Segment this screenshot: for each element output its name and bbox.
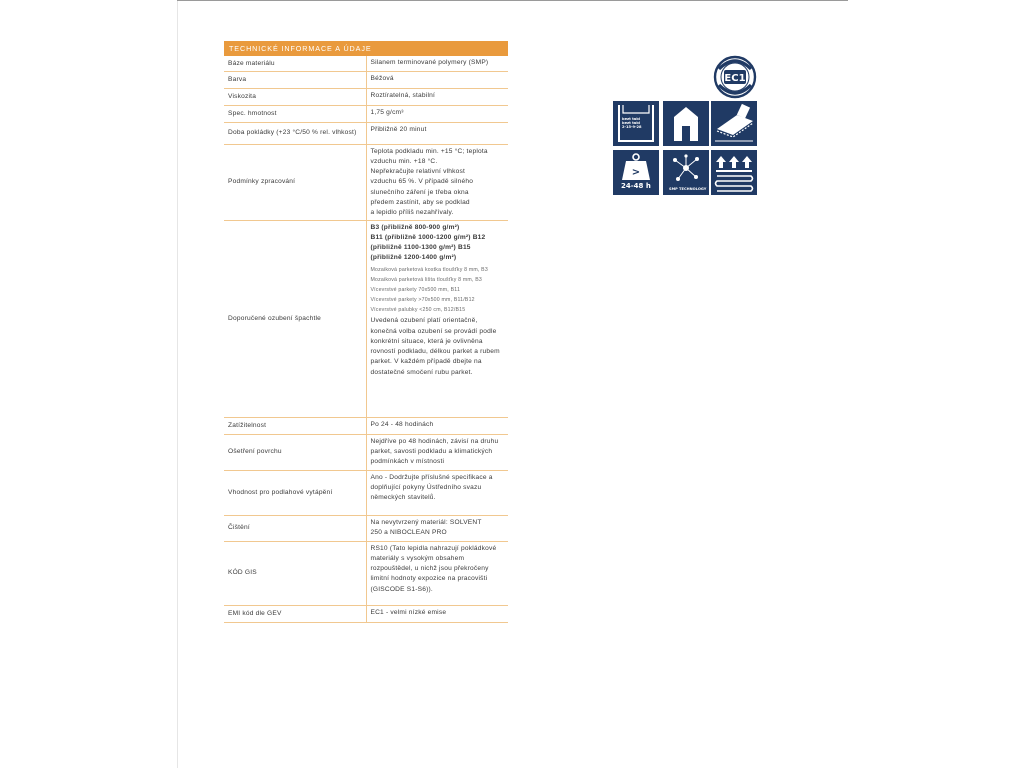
row-value: Silanem terminované polymery (SMP) — [366, 56, 508, 71]
text-line: limitní hodnoty expozice na pracovišti — [370, 575, 488, 583]
technical-info-table — [224, 41, 508, 623]
text-line: konečná volba ozubení se provádí podle — [370, 327, 497, 335]
text-line: vzduchu 65 %. V případě silného — [370, 178, 474, 186]
text-line: Mozaiková parketová kostka tloušťky 8 mm, B3 — [370, 266, 488, 273]
row-value — [366, 515, 508, 541]
text-line: Nepřekračujte relativní vlhkost — [370, 168, 466, 176]
table-row — [224, 71, 508, 88]
text-line: B11 (přibližně 1000-1200 g/m²) B12 — [370, 233, 486, 241]
text-line: konkrétní situace, která je ovlivněna — [370, 337, 483, 345]
ec1-emicode-icon — [711, 55, 759, 99]
text-line: Na nevytvrzený materiál: SOLVENT — [370, 518, 482, 526]
text-line: slunečního záření je třeba okna — [370, 188, 469, 196]
page-edge — [177, 0, 178, 768]
table-row — [224, 88, 508, 105]
text-line: (přibližně 1100-1300 g/m²) B15 — [370, 244, 471, 252]
text-line: Vícevrstvé parkety >70x500 mm, B11/B12 — [370, 297, 475, 304]
row-value: Roztíratelná, stabilní — [366, 88, 508, 105]
text-line: Mozaiková parketová lišta tloušťky 8 mm, B3 — [370, 276, 482, 283]
row-label: Vhodnost pro podlahové vytápění — [224, 470, 366, 515]
row-value: Přibližně 20 minut — [366, 122, 508, 144]
text-line: Vícevrstvé palubky <250 cm, B12/B15 — [370, 307, 466, 314]
row-label: Báze materiálu — [224, 56, 366, 71]
text-line: Ano - Dodržujte příslušné specifikace a — [370, 473, 493, 481]
row-label: Zatížitelnost — [224, 417, 366, 434]
row-value — [366, 541, 508, 605]
table-row — [224, 434, 508, 470]
text-line: Teplota podkladu min. +15 °C; teplota — [370, 147, 488, 155]
text-line: vzduchu min. +18 °C. — [370, 157, 438, 165]
row-label: Podmínky zpracování — [224, 144, 366, 220]
text-line: doplňující pokyny Ústředního svazu — [370, 483, 482, 491]
text-line: Uvedená ozubení platí orientačně, — [370, 317, 478, 325]
table-row — [224, 541, 508, 605]
table-row — [224, 56, 508, 71]
text-line: parket. V každém případě dbejte na — [370, 358, 482, 366]
row-label: Spec. hmotnost — [224, 105, 366, 122]
text-line: materiály s vysokým obsahem — [370, 554, 465, 562]
text-line: B3 (přibližně 800-900 g/m²) — [370, 223, 460, 231]
row-label: Doba pokládky (+23 °C/50 % rel. vlhkost) — [224, 122, 366, 144]
row-label: Barva — [224, 71, 366, 88]
table-row — [224, 470, 508, 515]
row-value — [366, 470, 508, 515]
row-value — [366, 434, 508, 470]
text-line: Nejdříve po 48 hodinách, závisí na druhu — [370, 437, 499, 445]
row-value — [366, 220, 508, 417]
svg-text:>: > — [631, 167, 641, 178]
table-row — [224, 144, 508, 220]
row-value — [366, 144, 508, 220]
text-line: dostatečné smočení rubu parket. — [370, 368, 473, 376]
text-line: předem zastínit, aby se podklad — [370, 198, 470, 206]
table-row — [224, 515, 508, 541]
text-line: Vícevrstvé parkety 70x500 mm, B11 — [370, 286, 461, 293]
house-indoor-icon — [663, 101, 709, 146]
text-line: (GISCODE S1-S6)). — [370, 585, 433, 593]
top-rule — [177, 0, 848, 1]
row-label: KÓD GIS — [224, 541, 366, 605]
text-line: (přibližně 1200-1400 g/m²) — [370, 254, 457, 262]
time-label-icon: bezt tabl bezt tabl 2-15-9-28 — [613, 101, 659, 146]
underfloor-heating-icon — [711, 150, 757, 195]
row-label: Čištění — [224, 515, 366, 541]
text-line: rovností podkladu, délkou parket a rubem — [370, 348, 500, 356]
table-row — [224, 605, 508, 622]
table-row — [224, 417, 508, 434]
row-value: Béžová — [366, 71, 508, 88]
badge-text: EC1 — [724, 73, 746, 84]
load-weight-24-48h-icon: > 24-48 h — [613, 150, 659, 195]
trowel-spreading-icon — [711, 101, 757, 146]
row-label: EMI kód dle GEV — [224, 605, 366, 622]
table-row — [224, 220, 508, 417]
text-line: 250 a NIBOCLEAN PRO — [370, 528, 447, 536]
text-line: německých stavitelů. — [370, 494, 436, 502]
table-row — [224, 122, 508, 144]
row-label: Viskozita — [224, 88, 366, 105]
row-label: Doporučené ozubení špachtle — [224, 220, 366, 417]
row-value: Po 24 - 48 hodinách — [366, 417, 508, 434]
text-line: a lepidlo příliš nezahřívaly. — [370, 209, 454, 217]
row-value: 1,75 g/cm³ — [366, 105, 508, 122]
row-value: EC1 - velmi nízké emise — [366, 605, 508, 622]
text-line: RS10 (Tato lepidla nahrazují pokládkové — [370, 544, 497, 552]
text-line: parket, savosti podkladu a klimatických — [370, 447, 493, 455]
smp-technology-icon: SMP TECHNOLOGY — [663, 150, 709, 195]
row-label: Ošetření povrchu — [224, 434, 366, 470]
table-row — [224, 105, 508, 122]
text-line: podmínkách v místnosti — [370, 458, 445, 466]
table-header: TECHNICKÉ INFORMACE A ÚDAJE — [224, 41, 508, 56]
text-line: rozpouštědel, u nichž jsou překročeny — [370, 565, 489, 573]
